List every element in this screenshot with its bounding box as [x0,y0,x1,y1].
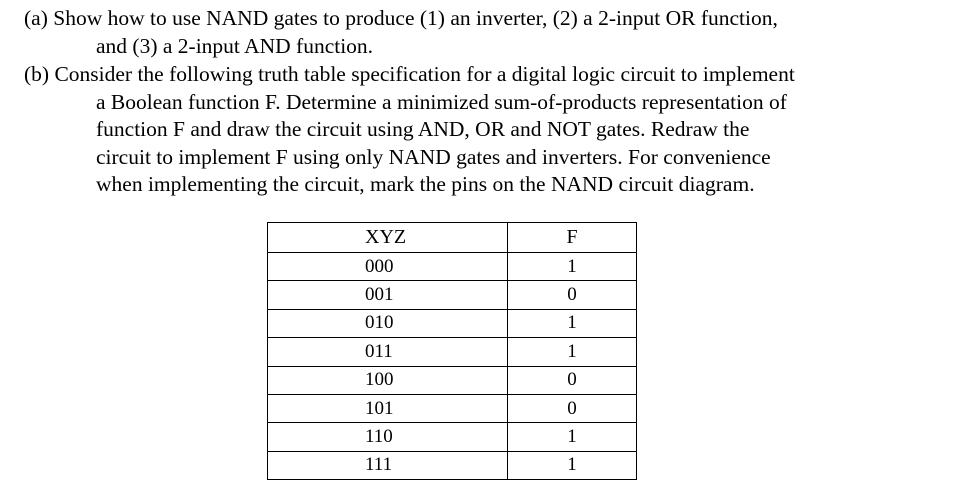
cell-f: 1 [508,451,637,479]
part-a-line-1: (a) Show how to use NAND gates to produce (1) an inverter, (2) a 2-input OR function, [24,6,778,30]
truth-table-header-row [268,223,637,253]
table-row [268,451,637,479]
table-row [268,366,637,394]
cell-xyz: 011 [268,338,508,366]
truth-table [267,222,637,480]
header-f: F [508,223,637,253]
cell-xyz: 001 [268,281,508,309]
cell-f: 1 [508,338,637,366]
header-xyz: XYZ [268,223,508,253]
cell-f: 0 [508,366,637,394]
table-row [268,253,637,281]
cell-f: 0 [508,281,637,309]
question-part-b [24,61,964,199]
part-b-line-1: (b) Consider the following truth table specification for a digital logic circuit to implement [24,62,795,86]
question-part-a [24,5,964,60]
part-a-line-2: and (3) a 2-input AND function. [96,33,374,58]
part-b-line-3: function F and draw the circuit using AND, OR and NOT gates. Redraw the [96,117,750,141]
part-b-line-4: circuit to implement F using only NAND gates and inverters. For convenience [96,144,771,169]
cell-xyz: 111 [268,451,508,479]
cell-xyz: 110 [268,423,508,451]
table-row [268,423,637,451]
part-b-line-5: when implementing the circuit, mark the pins on the NAND circuit diagram. [96,172,755,196]
cell-f: 1 [508,309,637,337]
table-row [268,309,637,337]
table-row [268,281,637,309]
cell-f: 1 [508,423,637,451]
cell-xyz: 010 [268,309,508,337]
cell-xyz: 100 [268,366,508,394]
cell-f: 1 [508,253,637,281]
part-b-line-2: a Boolean function F. Determine a minimized sum-of-products representation of [96,89,787,114]
cell-xyz: 000 [268,253,508,281]
table-row [268,338,637,366]
table-row [268,394,637,422]
cell-xyz: 101 [268,394,508,422]
cell-f: 0 [508,394,637,422]
